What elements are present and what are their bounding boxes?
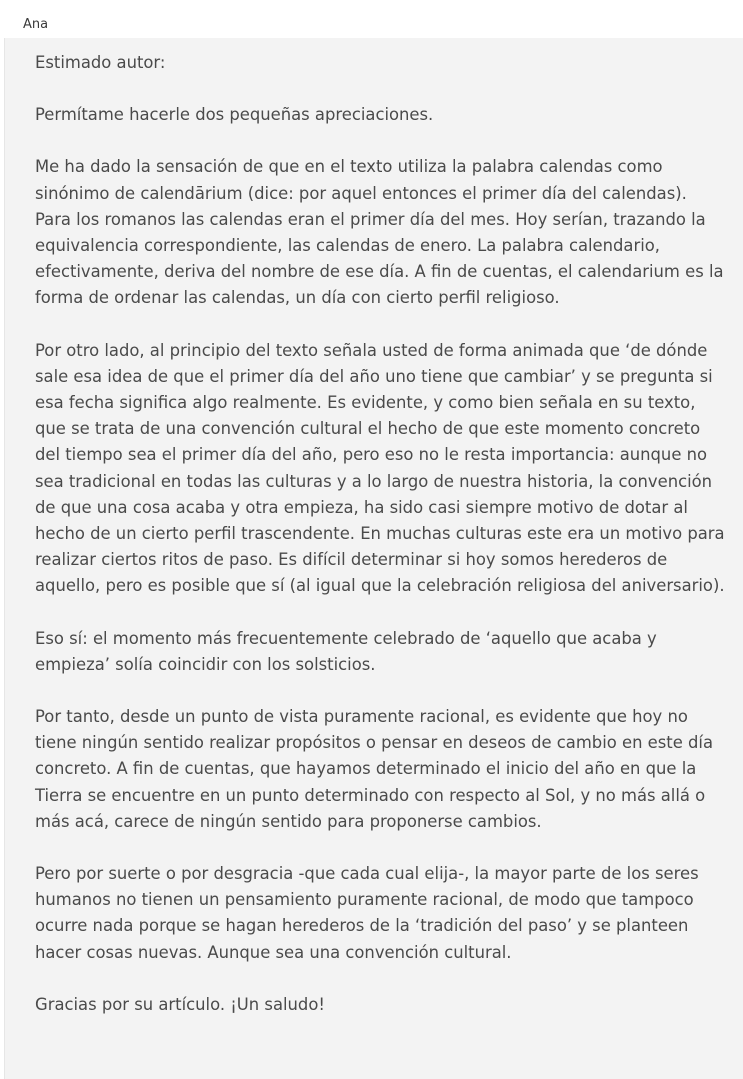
- comment-body: [35, 50, 725, 1044]
- comment-paragraph-convencion: Por otro lado, al principio del texto señala usted de forma animada que ‘de dónde sale esa idea de que el primer día del año uno tiene que cambiar’ y se pregunta si esa fecha significa algo realmente. Es evidente, y como bien señala en su texto, que se trata de una convención cultural el hecho de que este momento concreto del tiempo sea el primer día del año, pero eso no le resta importancia: aunque no sea tradicional en todas las culturas y a lo largo de nuestra historia, la convención de que una cosa acaba y otra empieza, ha sido casi siempre motivo de dotar al hecho de un cierto perfil trascendente. En muchas culturas este era un motivo para realizar ciertos ritos de paso. Es difícil determinar si hoy somos herederos de aquello, pero es posible que sí (al igual que la celebración religiosa del aniversario).: [35, 340, 725, 596]
- comment-paragraph-racional: Por tanto, desde un punto de vista puramente racional, es evidente que hoy no tiene ningún sentido realizar propósitos o pensar en deseos de cambio en este día concreto. A fin de cuentas, que hayamos determinado el inicio del año en que la Tierra se encuentre en un punto determinado con respecto al Sol, y no más allá o más acá, carece de ningún sentido para proponerse cambios.: [35, 707, 714, 831]
- comment-box: [4, 38, 743, 1079]
- comment-paragraph-intro: Permítame hacerle dos pequeñas apreciaciones.: [35, 105, 434, 125]
- comment-paragraph-solsticios: Eso sí: el momento más frecuentemente celebrado de ‘aquello que acaba y empieza’ solía coincidir con los solsticios.: [35, 628, 657, 674]
- comment-author: Ana: [23, 17, 49, 32]
- comment-paragraph-tradicion: Pero por suerte o por desgracia -que cada cual elija-, la mayor parte de los seres humanos no tienen un pensamiento puramente racional, de modo que tampoco ocurre nada porque se hagan herederos de la ‘tradición del paso’ y se planteen hacer cosas nuevas. Aunque sea una convención cultural.: [35, 864, 699, 962]
- comment-paragraph-greeting: Estimado autor:: [35, 53, 166, 72]
- comment-paragraph-calendas: Me ha dado la sensación de que en el texto utiliza la palabra calendas como sinónimo de calendārium (dice: por aquel entonces el primer día del calendas). Para los romanos las calendas eran el primer día del mes. Hoy serían, trazando la equivalencia correspondiente, las calendas de enero. La palabra calendario, efectivamente, deriva del nombre de ese día. A fin de cuentas, el calendarium es la forma de ordenar las calendas, un día con cierto perfil religioso.: [35, 157, 724, 308]
- comment-paragraph-closing: Gracias por su artículo. ¡Un saludo!: [35, 994, 325, 1014]
